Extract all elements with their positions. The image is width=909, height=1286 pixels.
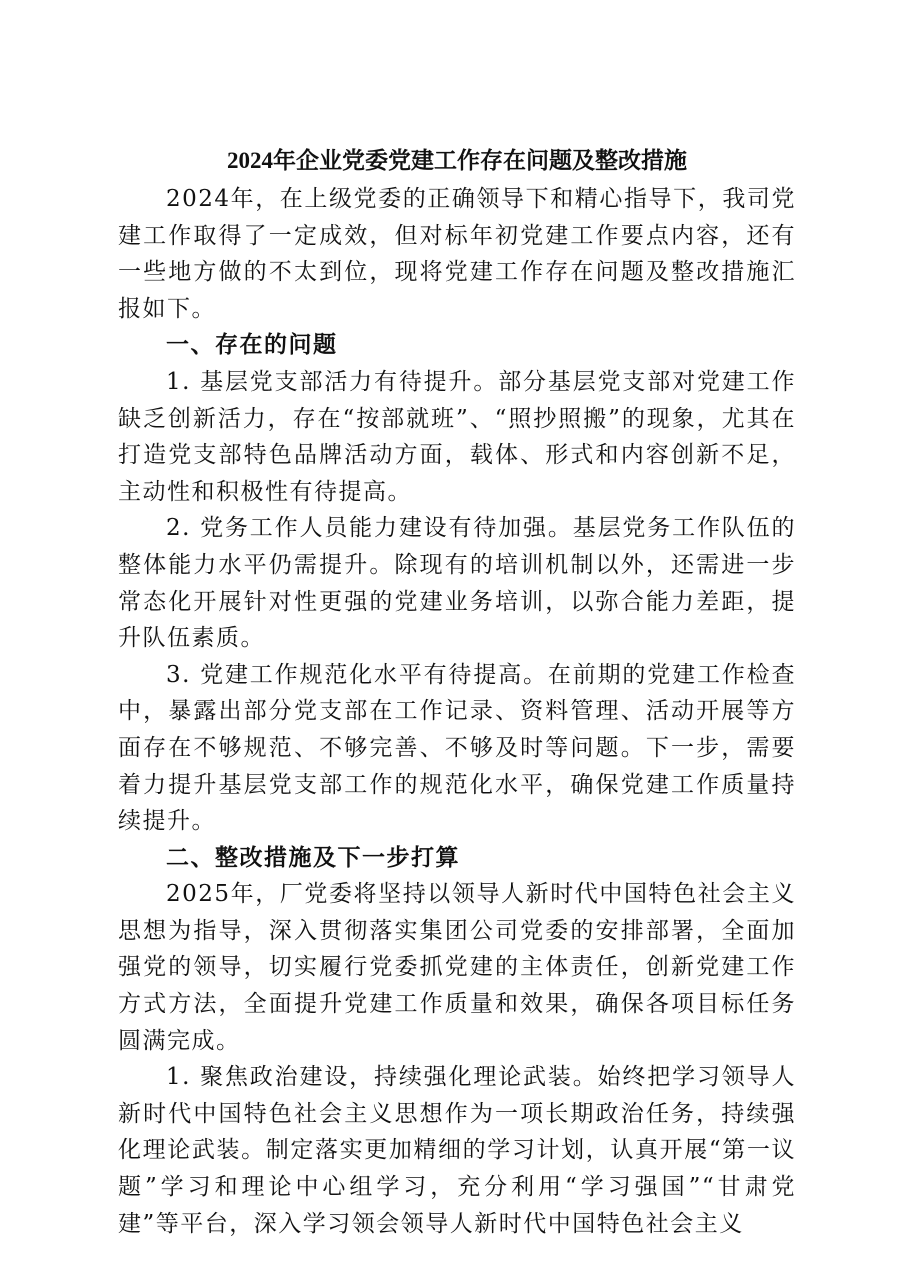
section-heading-problems: 一、存在的问题 — [166, 332, 338, 359]
problem-item-1: 1. 基层党支部活力有待提升。部分基层党支部对党建工作缺乏创新活力，存在“按部就班”、“照抄照搬”的现象，尤其在打造党支部特色品牌活动方面，载体、形式和内容创新不足，主动性和积极性有待提高。 — [118, 368, 796, 505]
intro-paragraph: 2024年，在上级党委的正确领导下和精心指导下，我司党建工作取得了一定成效，但对标年初党建工作要点内容，还有一些地方做的不太到位，现将党建工作存在问题及整改措施汇报如下。 — [118, 186, 796, 322]
problem-item-2: 2. 党务工作人员能力建设有待加强。基层党务工作队伍的整体能力水平仍需提升。除现有的培训机制以外，还需进一步常态化开展针对性更强的党建业务培训，以弥合能力差距，提升队伍素质。 — [118, 515, 796, 652]
section-heading-measures: 二、整改措施及下一步打算 — [166, 844, 460, 871]
measures-intro-paragraph: 2025年，厂党委将坚持以领导人新时代中国特色社会主义思想为指导，深入贯彻落实集团公司党委的安排部署，全面加强党的领导，切实履行党委抓党建的主体责任，创新党建工作方式方法，全面提升党建工作质量和效果，确保各项目标任务圆满完成。 — [118, 881, 796, 1054]
problem-item-3: 3. 党建工作规范化水平有待提高。在前期的党建工作检查中，暴露出部分党支部在工作记录、资料管理、活动开展等方面存在不够规范、不够完善、不够及时等问题。下一步，需要着力提升基层党支部工作的规范化水平，确保党建工作质量持续提升。 — [118, 661, 796, 835]
document-title: 2024年企业党委党建工作存在问题及整改措施 — [227, 148, 687, 173]
document-page — [118, 145, 796, 1242]
measure-item-1: 1. 聚焦政治建设，持续强化理论武装。始终把学习领导人新时代中国特色社会主义思想作为一项长期政治任务，持续强化理论武装。制定落实更加精细的学习计划，认真开展“第一议题”学习和理论中心组学习，充分利用“学习强国”“甘肃党建”等平台，深入学习领会领导人新时代中国特色社会主义 — [118, 1064, 796, 1237]
